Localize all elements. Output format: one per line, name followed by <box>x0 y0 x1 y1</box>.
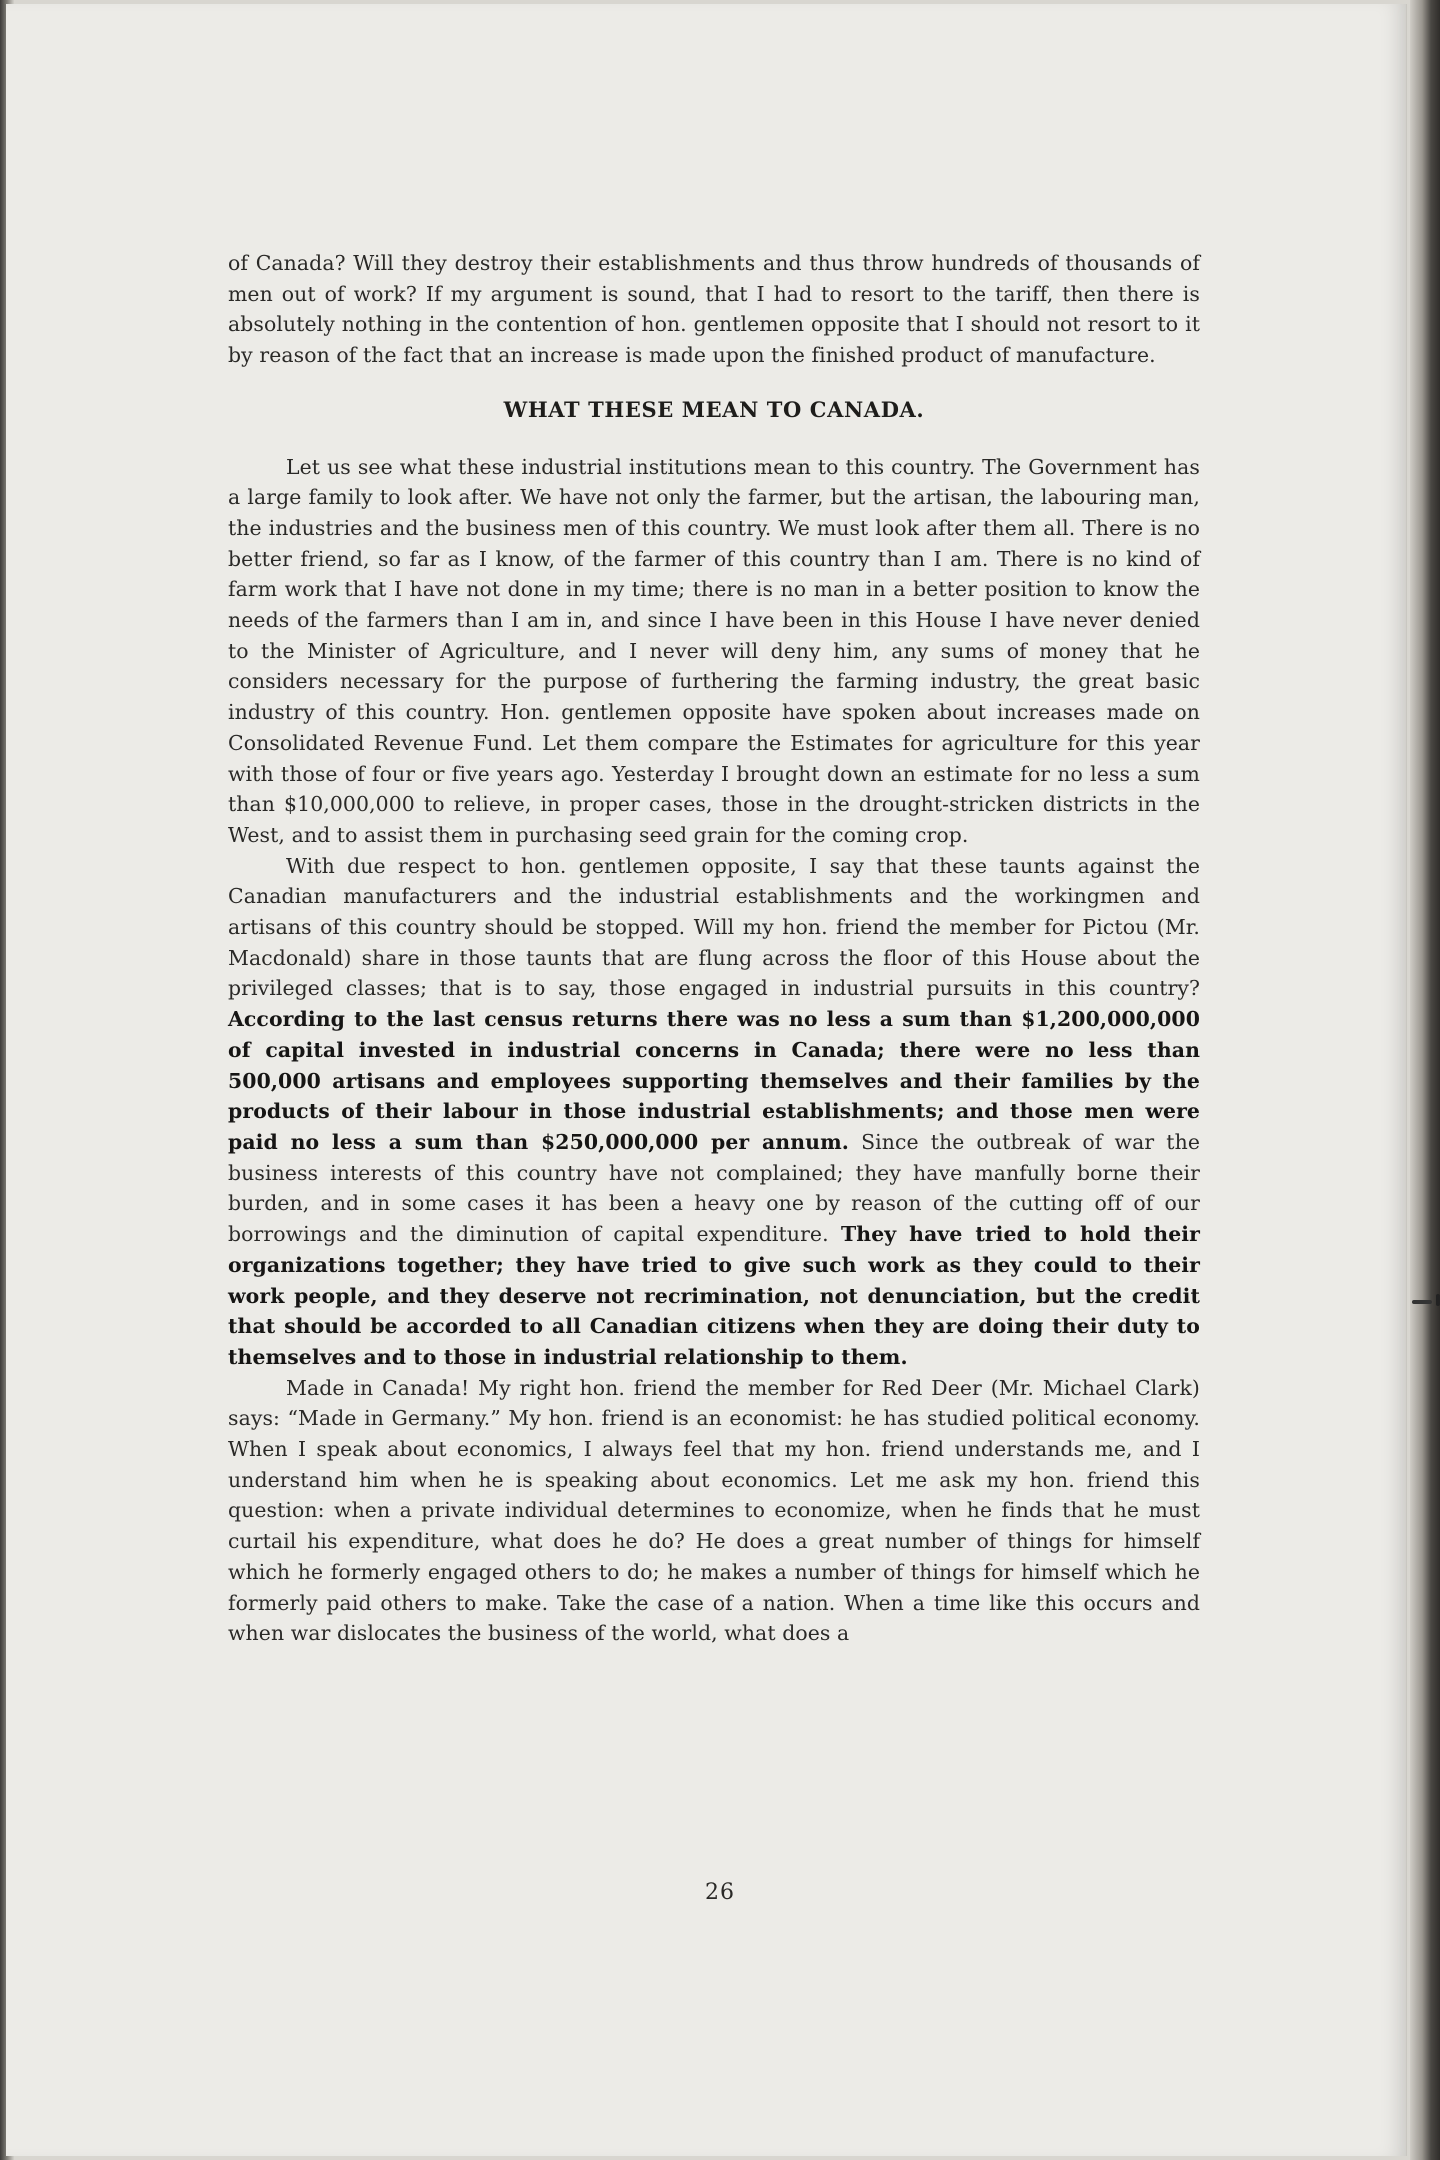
paragraph-2-part-a: With due respect to hon. gentlemen opposite, I say that these taunts against the Canadian manufacturers and the industrial establishments and the workingmen and artisans of this country should be stopped. Will my hon. friend the member for Pictou (Mr. Macdonald) share in those taunts that are flung across the floor of this House about the privileged classes; that is to say, those engaged in industrial pursuits in this country? <box>228 853 1200 1001</box>
section-heading: WHAT THESE MEAN TO CANADA. <box>503 396 925 422</box>
paragraph-1: Let us see what these industrial institutions mean to this country. The Government has a large family to look after. We have not only the farmer, but the artisan, the labouring man, the industries and the business men of this country. We must look after them all. There is no better friend, so far as I know, of the farmer of this country than I am. There is no kind of farm work that I have not done in my time; there is no man in a better position to know the needs of the farmers than I am in, and since I have been in this House I have never denied to the Minister of Agriculture, and I never will deny him, any sums of money that he considers necessary for the purpose of furthering the farming industry, the great basic industry of this country. Hon. gentlemen opposite have spoken about increases made on Consolidated Revenue Fund. Let them compare the Estimates for agriculture for this year with those of four or five years ago. Yesterday I brought down an estimate for no less a sum than $10,000,000 to relieve, in proper cases, those in the drought-stricken districts in the West, and to assist them in purchasing seed grain for the coming crop. <box>228 454 1200 847</box>
paragraph-2 <box>228 851 1200 1373</box>
paragraph-3: Made in Canada! My right hon. friend the member for Red Deer (Mr. Michael Clark) says: “Made in Germany.” My hon. friend is an economist: he has studied political economy. When I speak about economics, I always feel that my hon. friend understands me, and I understand him when he is speaking about economics. Let me ask my hon. friend this question: when a private individual determines to economize, when he finds that he must curtail his expenditure, what does he do? He does a great number of things for himself which he formerly engaged others to do; he makes a number of things for himself which he formerly paid others to make. Take the case of a nation. When a time like this occurs and when war dislocates the business of the world, what does a <box>228 1375 1200 1646</box>
page-number: 26 <box>705 1880 735 1905</box>
body-text <box>228 248 1200 1649</box>
paragraph-2-part-c: Since the outbreak of war the business interests of this country have not complained; they have manfully borne their burden, and in some cases it has been a heavy one by reason of the cutting off of our borrowings and the diminution of capital expenditure. <box>228 1129 1200 1247</box>
paragraph-2-census-bold: According to the last census returns there was no less a sum than $1,200,000,000 of capital invested in industrial concerns in Canada; there were no less than 500,000 artisans and employees supporting themselves and their families by the products of their labour in those industrial establishments; and those men were paid no less a sum than $250,000,000 per annum. <box>228 1007 1200 1154</box>
intro-paragraph: of Canada? Will they destroy their establishments and thus throw hundreds of thousands of men out of work? If my argument is sound, that I had to resort to the tariff, then there is absolutely nothing in the contention of hon. gentlemen opposite that I should not resort to it by reason of the fact that an increase is made upon the finished product of manufacture. <box>228 251 1200 368</box>
paragraph-2-organizations-bold: They have tried to hold their organizations together; they have tried to give such work as they could to their work people, and they deserve not recrimination, not denunciation, but the credit that should be accorded to all Canadian citizens when they are doing their duty to themselves and to those in industrial relationship to them. <box>228 1222 1200 1369</box>
edge-mark <box>1436 1294 1440 1306</box>
edge-mark-line <box>1412 1300 1432 1304</box>
right-page-edge <box>1410 0 1440 2160</box>
